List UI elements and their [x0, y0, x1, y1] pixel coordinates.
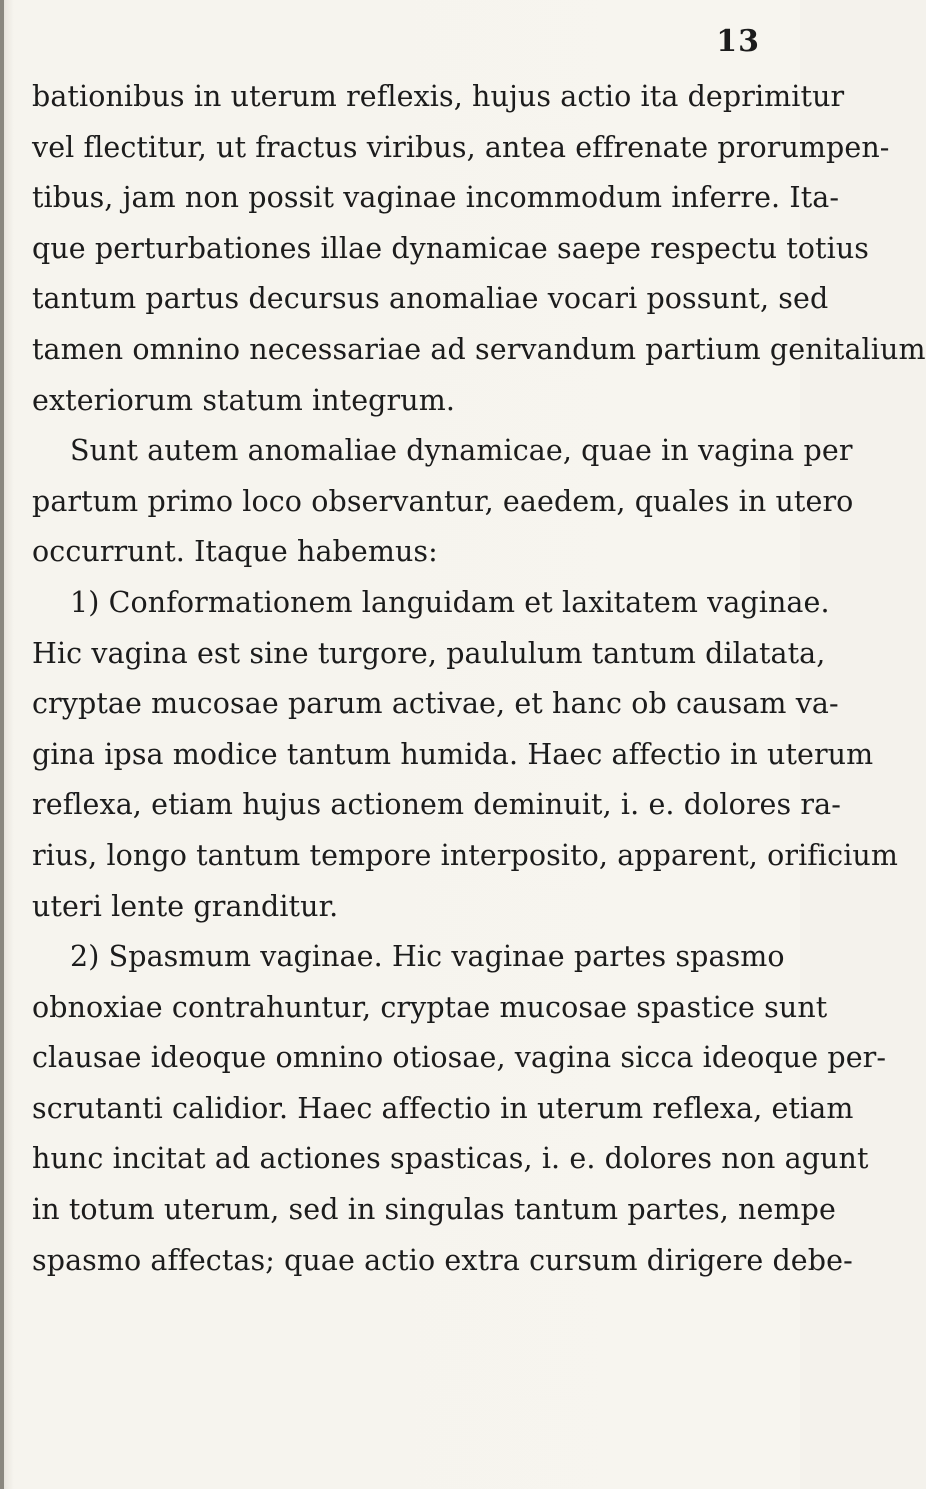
list-item-heading: 1) Conformationem languidam et laxitatem vaginae. — [70, 585, 830, 619]
text-line: rius, longo tantum tempore interposito, apparent, orificium — [32, 838, 899, 872]
text-line: hunc incitat ad actiones spasticas, i. e. dolores non agunt — [32, 1142, 869, 1176]
text-line: gina ipsa modice tantum humida. Haec affectio in uterum — [32, 737, 874, 771]
page-binding-edge — [0, 0, 4, 1489]
text-line: Hic vagina est sine turgore, paululum tantum dilatata, — [32, 636, 826, 670]
text-line: clausae ideoque omnino otiosae, vagina sicca ideoque per- — [32, 1041, 887, 1075]
text-line: tantum partus decursus anomaliae vocari possunt, sed — [32, 282, 829, 316]
text-line: bationibus in uterum reflexis, hujus actio ita deprimitur — [32, 80, 845, 113]
body-text — [32, 72, 926, 1286]
text-line: scrutanti calidior. Haec affectio in uterum reflexa, etiam — [32, 1091, 854, 1125]
text-line: obnoxiae contrahuntur, cryptae mucosae spastice sunt — [32, 990, 828, 1024]
text-line: in totum uterum, sed in singulas tantum partes, nempe — [32, 1193, 836, 1227]
text-line: uteri lente granditur. — [32, 889, 339, 923]
text-line: partum primo loco observantur, eaedem, quales in utero — [32, 484, 854, 518]
text-line: occurrunt. Itaque habemus: — [32, 535, 438, 569]
list-item-heading: 2) Spasmum vaginae. Hic vaginae partes spasmo — [70, 940, 785, 974]
text-line: reflexa, etiam hujus actionem deminuit, i. e. dolores ra- — [32, 788, 841, 822]
text-line: que perturbationes illae dynamicae saepe respectu totius — [32, 231, 869, 265]
text-line: vel flectitur, ut fractus viribus, antea effrenate prorumpen- — [32, 130, 890, 164]
text-line: cryptae mucosae parum activae, et hanc ob causam va- — [32, 687, 839, 721]
text-line: exteriorum statum integrum. — [32, 383, 455, 417]
paragraph-start-line: Sunt autem anomaliae dynamicae, quae in vagina per — [70, 434, 853, 468]
text-line: spasmo affectas; quae actio extra cursum dirigere debe- — [32, 1243, 853, 1277]
text-line: tamen omnino necessariae ad servandum partium genitalium — [32, 332, 926, 366]
page-number: 13 — [716, 24, 760, 59]
text-line: tibus, jam non possit vaginae incommodum inferre. Ita- — [32, 181, 840, 215]
